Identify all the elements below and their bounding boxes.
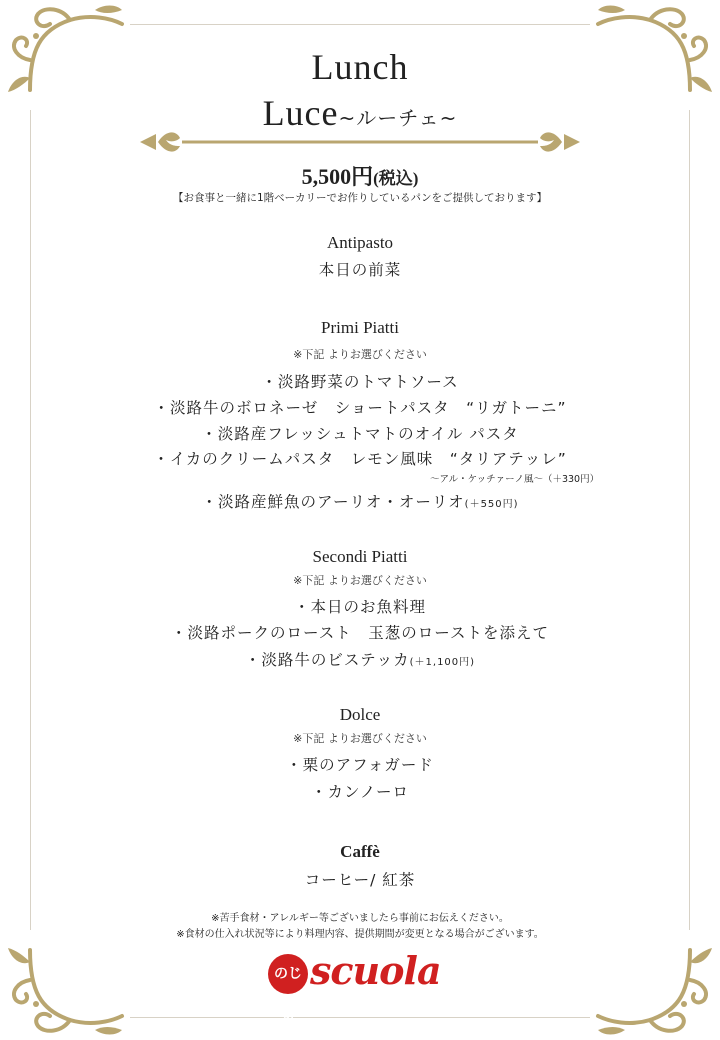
secondi-heading: Secondi Piatti [312, 547, 408, 566]
primi-heading: Primi Piatti [321, 318, 399, 337]
primi-item-surcharge: (＋550円) [464, 499, 519, 510]
price-tax-label: (税込) [373, 169, 419, 188]
antipasto-item: 本日の前菜 [318, 261, 402, 279]
allergy-note: ※苦手食材・アレルギー等ございましたら事前にお伝えください。 [211, 913, 509, 924]
logo-wordmark: scuola [310, 948, 441, 993]
primi-item-label: ・淡路産鮮魚のアーリオ・オーリオ [201, 493, 465, 511]
dolce-item: ・栗のアフォガード [286, 756, 434, 774]
dolce-heading: Dolce [339, 705, 381, 724]
secondi-item: ・本日のお魚料理 [293, 598, 426, 616]
primi-note: ※下記 よりお選びください [293, 348, 427, 361]
primi-item [0, 490, 720, 512]
bread-note: 【お食事と一緒に1階ベーカリーでお作りしているパンをご提供しております】 [173, 192, 547, 204]
secondi-note: ※下記 よりお選びください [293, 574, 427, 587]
corner-ornament-icon [595, 945, 720, 1040]
primi-item: ・淡路牛のボロネーゼ ショートパスタ “リガトーニ” [153, 399, 567, 417]
course-price [0, 160, 720, 191]
price-value: 5,500円 [301, 164, 374, 189]
frame-top-line [130, 24, 590, 25]
menu-title: Lunch [311, 47, 409, 87]
primi-item-subnote: ～アル・ケッチァーノ風～（＋330円） [430, 474, 600, 485]
supply-note: ※食材の仕入れ状況等により料理内容、提供期間が変更となる場合がございます。 [176, 929, 544, 940]
corner-ornament-icon [0, 945, 125, 1040]
course-name-latin: Luce [262, 93, 339, 133]
primi-item: ・淡路産フレッシュトマトのオイル パスタ [201, 425, 519, 443]
secondi-item-label: ・淡路牛のビステッカ [244, 651, 410, 669]
secondi-item [0, 648, 720, 670]
course-name-jp: ~ルーチェ~ [338, 106, 458, 130]
logo-badge: のじま [268, 954, 308, 994]
caffe-heading: Caffè [340, 842, 380, 861]
secondi-item-surcharge: (＋1,100円) [409, 657, 476, 668]
primi-item: ・淡路野菜のトマトソース [261, 373, 459, 391]
primi-item: ・イカのクリームパスタ レモン風味 “タリアテッレ” [153, 450, 567, 468]
frame-bottom-line [130, 1017, 590, 1018]
scuola-logo [268, 948, 458, 1022]
flourish-divider-icon [136, 124, 584, 160]
caffe-item: コーヒー/ 紅茶 [304, 871, 416, 889]
antipasto-heading: Antipasto [326, 233, 394, 252]
dolce-note: ※下記 よりお選びください [293, 732, 427, 745]
dolce-item: ・カンノーロ [311, 783, 409, 801]
secondi-item: ・淡路ポークのロースト 玉葱のローストを添えて [171, 624, 549, 642]
